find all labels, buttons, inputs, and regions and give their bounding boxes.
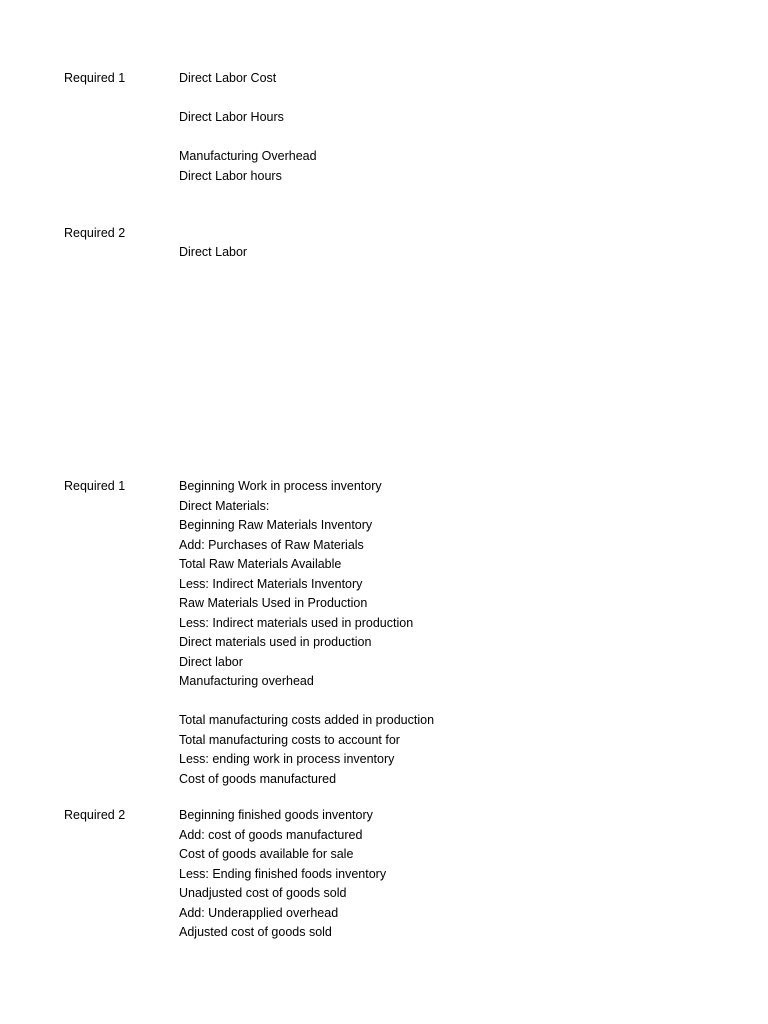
section-label: Required 1 (64, 479, 126, 493)
section-label: Required 1 (64, 71, 126, 85)
line-item: Less: Indirect materials used in production (179, 615, 414, 630)
line-item: Beginning finished goods inventory (179, 808, 373, 822)
line-item: Add: Underapplied overhead (179, 905, 339, 920)
line-item: Manufacturing Overhead (179, 149, 317, 163)
line-item: Total Raw Materials Available (179, 557, 342, 571)
line-item: Beginning Work in process inventory (179, 479, 382, 493)
line-item: Adjusted cost of goods sold (179, 925, 332, 939)
line-item: Add: Purchases of Raw Materials (179, 537, 364, 552)
line-item: Direct labor (179, 654, 243, 669)
line-item: Manufacturing overhead (179, 674, 314, 688)
line-item: Direct Materials: (179, 498, 270, 513)
line-item: Direct Labor (179, 245, 248, 259)
line-item: Raw Materials Used in Production (179, 596, 368, 610)
line-item: Direct Labor Cost (179, 71, 277, 85)
line-item: Direct materials used in production (179, 635, 372, 649)
section-lines (179, 243, 247, 263)
line-item: Unadjusted cost of goods sold (179, 886, 347, 900)
line-item (179, 692, 434, 712)
line-item: Total manufacturing costs added in production (179, 713, 435, 727)
line-item (179, 128, 317, 148)
line-item: Less: ending work in process inventory (179, 752, 395, 766)
section-lines (179, 806, 386, 943)
line-item: Less: Indirect Materials Inventory (179, 576, 363, 591)
section-lines (179, 477, 434, 789)
line-item (179, 89, 317, 109)
section-label: Required 2 (64, 226, 126, 240)
line-item: Cost of goods available for sale (179, 847, 354, 861)
line-item: Direct Labor Hours (179, 110, 284, 124)
line-item: Less: Ending finished foods inventory (179, 866, 387, 881)
line-item: Direct Labor hours (179, 168, 282, 183)
line-item: Cost of goods manufactured (179, 771, 337, 786)
section-label: Required 2 (64, 808, 126, 822)
section-lines (179, 69, 317, 186)
line-item: Add: cost of goods manufactured (179, 827, 363, 842)
line-item: Beginning Raw Materials Inventory (179, 518, 373, 532)
line-item: Total manufacturing costs to account for (179, 732, 400, 747)
